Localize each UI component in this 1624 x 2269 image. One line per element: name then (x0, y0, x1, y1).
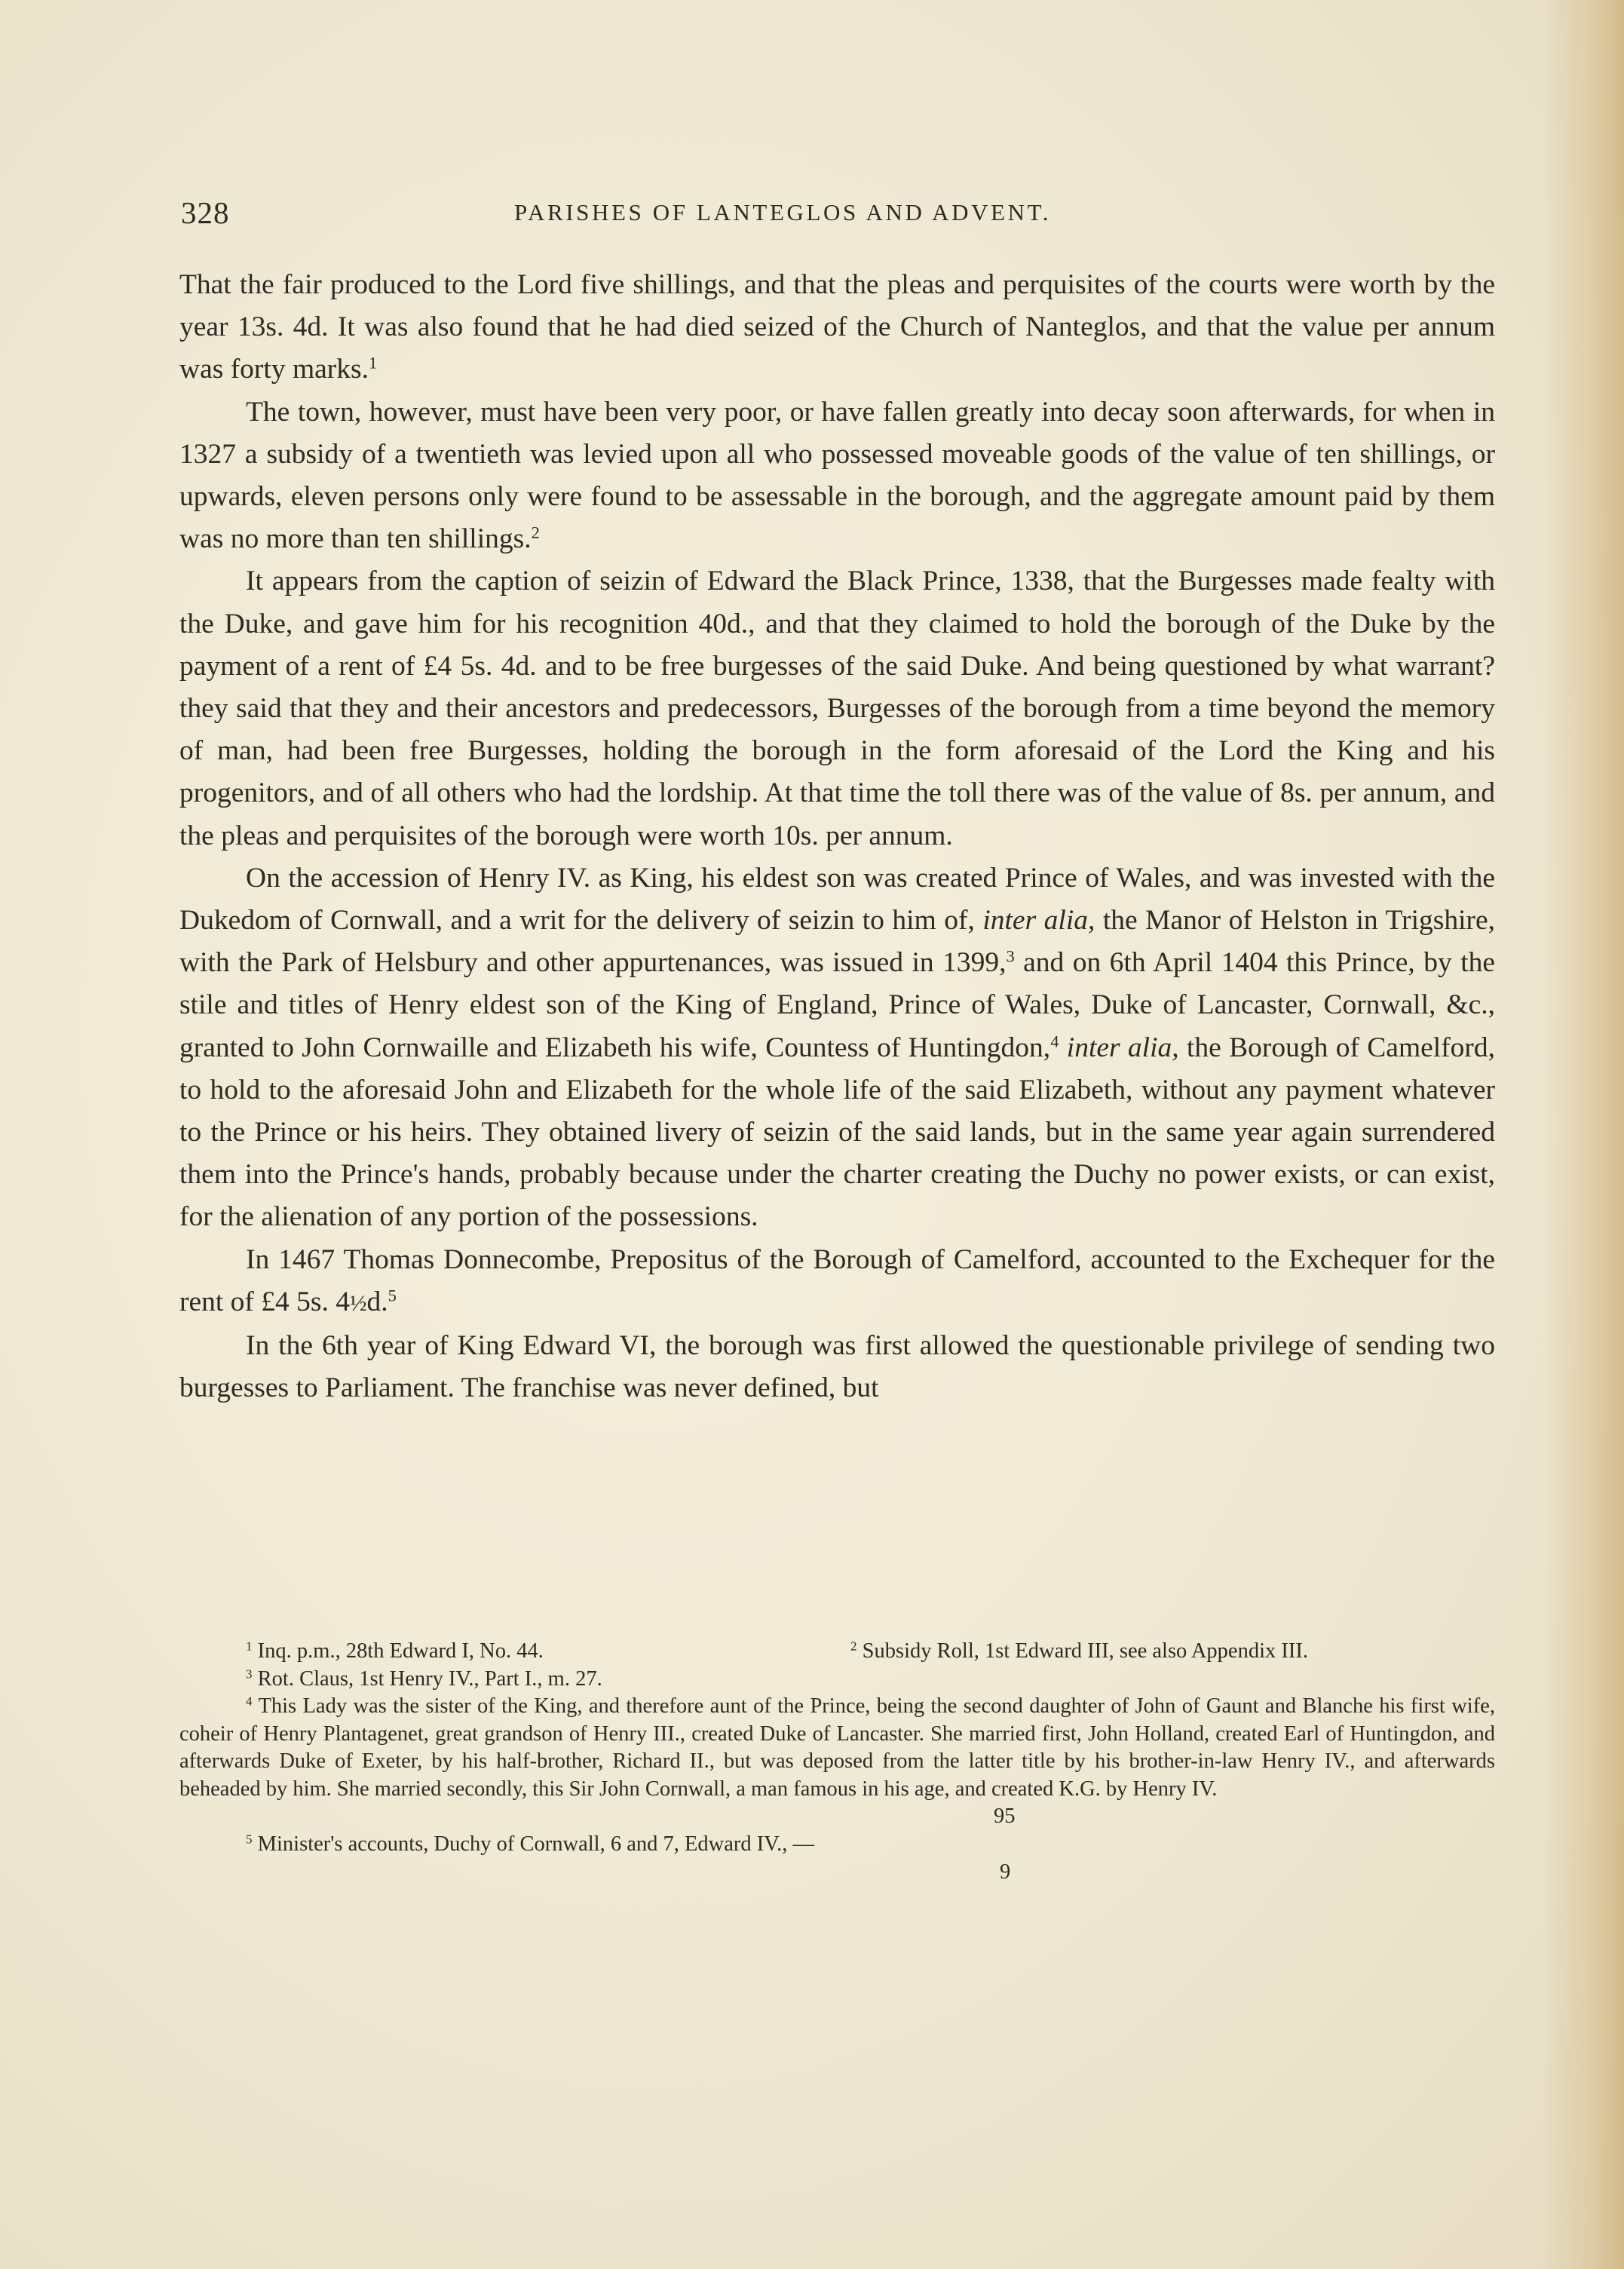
footnote-5-fraction-numerator: 95 (994, 1804, 1016, 1828)
page-number: 328 (181, 195, 230, 230)
footnote-2: $^2$ Subsidy Roll, 1st Edward III, see also Appendix III. (850, 1639, 1308, 1663)
italic-inter-alia-1: inter alia, (982, 905, 1095, 937)
footnotes (179, 1638, 1495, 1886)
paragraph-6: In the 6th year of King Edward VI, the borough was first allowed the questionable privilege of sending two burgesses to Parliament. The franchise was never defined, but (179, 1330, 1495, 1404)
footnote-ref-4[interactable]: 4 (1050, 1032, 1059, 1051)
paragraph-4: On the accession of Henry IV. as King, his eldest son was created Prince of Wales, and was invested with the Dukedom of Cornwall, and a writ for the delivery of seizin to him of, inter alia, the Manor of Helston in Trigshire, with the Park of Helsbury and other appurtenances, was issued in 1399,$^3$ and on 6th April 1404 this Prince, by the stile and titles of Henry eldest son of the King of England, Prince of Wales, Duke of Lancaster, Cornwall, &c., granted to John Cornwaille and Elizabeth his wife, Countess of Huntingdon,$^4$ inter alia, the Borough of Camelford, to hold to the aforesaid John and Elizabeth for the whole life of the said Elizabeth, without any payment whatever to the Prince or his heirs. They obtained livery of seizin of the said lands, but in the same year again surrendered them into the Prince's hands, probably because under the charter creating the Duchy no power exists, or can exist, for the alienation of any portion of the possessions. (179, 862, 1496, 1233)
footnote-5: 95 $^5$ Minister's accounts, Duchy of Cornwall, 6 and 7, Edward IV., — 9 (179, 1803, 1495, 1886)
paragraph-1: That the fair produced to the Lord five shillings, and that the pleas and perquisites of the courts were worth by the year 13s. 4d. It was also found that he had died seized of the Church of Nanteglos, and that the value per annum was forty marks.$^1$ (179, 269, 1495, 385)
footnote-row-3 (179, 1666, 1495, 1694)
page-header (181, 195, 1497, 240)
paragraph-2: The town, however, must have been very poor, or have fallen greatly into decay soon afterwards, for when in 1327 a subsidy of a twentieth was levied upon all who possessed moveable goods of the value of ten shillings, or upwards, eleven persons only were found to be assessable in the borough, and the aggregate amount paid by them was no more than ten shillings.$^2$ (179, 396, 1495, 555)
footnote-1: $^1$ Inq. p.m., 28th Edward I, No. 44. (246, 1639, 544, 1663)
footnote-4: $^4$ This Lady was the sister of the King, and therefore aunt of the Prince, being the second daughter of John of Gaunt and Blanche his first wife, coheir of Henry Plantagenet, great grandson of Henry III., created Duke of Lancaster. She married first, John Holland, created Earl of Huntingdon, and afterwards Duke of Exeter, by his half-brother, Richard II., but was deposed from the latter title by his brother-in-law Henry IV., and afterwards beheaded by him. She married secondly, this Sir John Cornwall, a man famous in his age, and created K.G. by Henry IV. (179, 1694, 1495, 1801)
footnote-row-1-2 (179, 1638, 1495, 1666)
footnote-ref-5[interactable]: 5 (388, 1286, 397, 1305)
body-text (179, 264, 1495, 1409)
paragraph-5: In 1467 Thomas Donnecombe, Prepositus of the Borough of Camelford, accounted to the Exchequer for the rent of £4 5s. 4½d.$^5$ (179, 1243, 1495, 1317)
footnote-ref-3[interactable]: 3 (1006, 946, 1015, 966)
fraction-half: ½ (350, 1290, 367, 1316)
paragraph-3: It appears from the caption of seizin of Edward the Black Prince, 1338, that the Burgesses made fealty with the Duke, and gave him for his recognition 40d., and that they claimed to hold the borough of the Duke by the payment of a rent of £4 5s. 4d. and to be free burgesses of the said Duke. And being questioned by what warrant? they said that they and their ancestors and predecessors, Burgesses of the borough from a time beyond the memory of man, had been free Burgesses, holding the borough in the form aforesaid of the Lord the King and his progenitors, and of all others who had the lordship. At that time the toll there was of the value of 8s. per annum, and the pleas and perquisites of the borough were worth 10s. per annum. (179, 566, 1495, 851)
italic-inter-alia-2: inter alia, (1066, 1032, 1179, 1063)
footnote-3: $^3$ Rot. Claus, 1st Henry IV., Part I., m. 27. (246, 1666, 602, 1691)
page-edge-shading (1541, 0, 1624, 2269)
footnote-5-fraction-denominator: 9 (1000, 1860, 1011, 1884)
footnote-ref-2[interactable]: 2 (531, 523, 540, 542)
running-title: PARISHES OF LANTEGLOS AND ADVENT. (514, 199, 1052, 225)
footnote-ref-1[interactable]: 1 (368, 354, 378, 373)
